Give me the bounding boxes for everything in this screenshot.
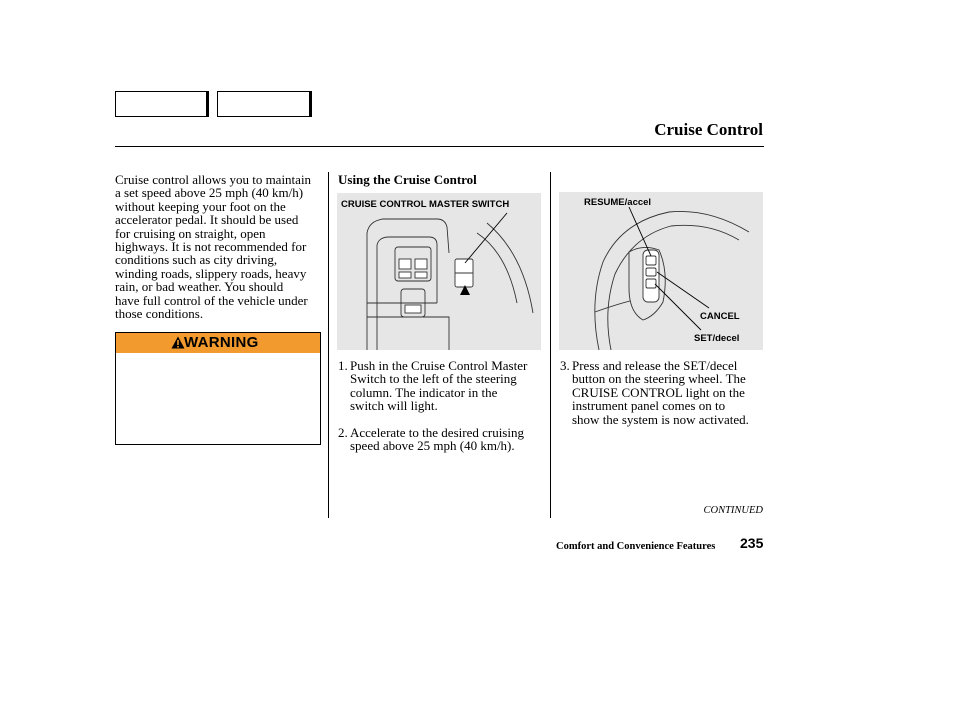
steering-wheel-illustration [559,192,763,350]
column-divider-left [328,172,329,518]
step-line: Accelerate to the desired cruising [350,425,524,440]
intro-line: those conditions. [115,306,204,322]
page-title: Cruise Control [654,120,763,139]
step-line: button on the steering wheel. The [572,371,746,387]
footer-section-name: Comfort and Convenience Features [556,541,716,552]
intro-line: accelerator pedal. It should be used [115,212,299,228]
warning-box [115,332,321,445]
intro-line: rain, or bad weather. You should [115,279,284,295]
master-switch-figure [337,193,541,350]
cancel-label: CANCEL [700,311,740,322]
step-line: speed above 25 mph (40 km/h). [350,438,515,454]
resume-accel-label: RESUME/accel [584,197,652,208]
intro-line: without keeping your foot on the [115,198,286,214]
intro-line: for cruising on straight, open [115,225,266,241]
nav-button-next[interactable] [217,91,310,117]
step-line: CRUISE CONTROL light on the [572,384,745,400]
warning-header [116,333,320,353]
intro-line: have full control of the vehicle under [115,292,308,308]
page-number: 235 [740,535,764,551]
step-line: Switch to the left of the steering [350,371,517,387]
intro-line: a set speed above 25 mph (40 km/h) [115,185,304,201]
step-line: Press and release the SET/decel [572,358,738,373]
continued-label: CONTINUED [703,505,763,516]
step-number: 3. [560,358,570,373]
intro-line: conditions such as city driving, [115,252,278,268]
header-rule [115,146,764,147]
column-divider-right [550,172,551,518]
intro-line: highways. It is not recommended for [115,239,307,255]
step-line: show the system is now activated. [572,411,749,427]
step-line: switch will light. [350,398,438,414]
steering-buttons-figure [559,192,763,350]
step-line: instrument panel comes on to [572,398,726,414]
intro-paragraph [115,173,325,320]
step-line: Push in the Cruise Control Master [350,358,528,373]
dashboard-illustration [337,193,541,350]
step-number: 2. [338,425,348,440]
master-switch-label: CRUISE CONTROL MASTER SWITCH [341,199,510,210]
intro-line: Cruise control allows you to maintain [115,172,312,187]
step-number: 1. [338,358,348,373]
set-decel-label: SET/decel [694,333,740,344]
step-line: column. The indicator in the [350,384,498,400]
warning-triangle-icon [171,336,185,349]
intro-line: winding roads, slippery roads, heavy [115,265,307,281]
section-heading: Using the Cruise Control [338,172,477,187]
nav-button-previous[interactable] [115,91,207,117]
warning-label: WARNING [184,334,259,351]
